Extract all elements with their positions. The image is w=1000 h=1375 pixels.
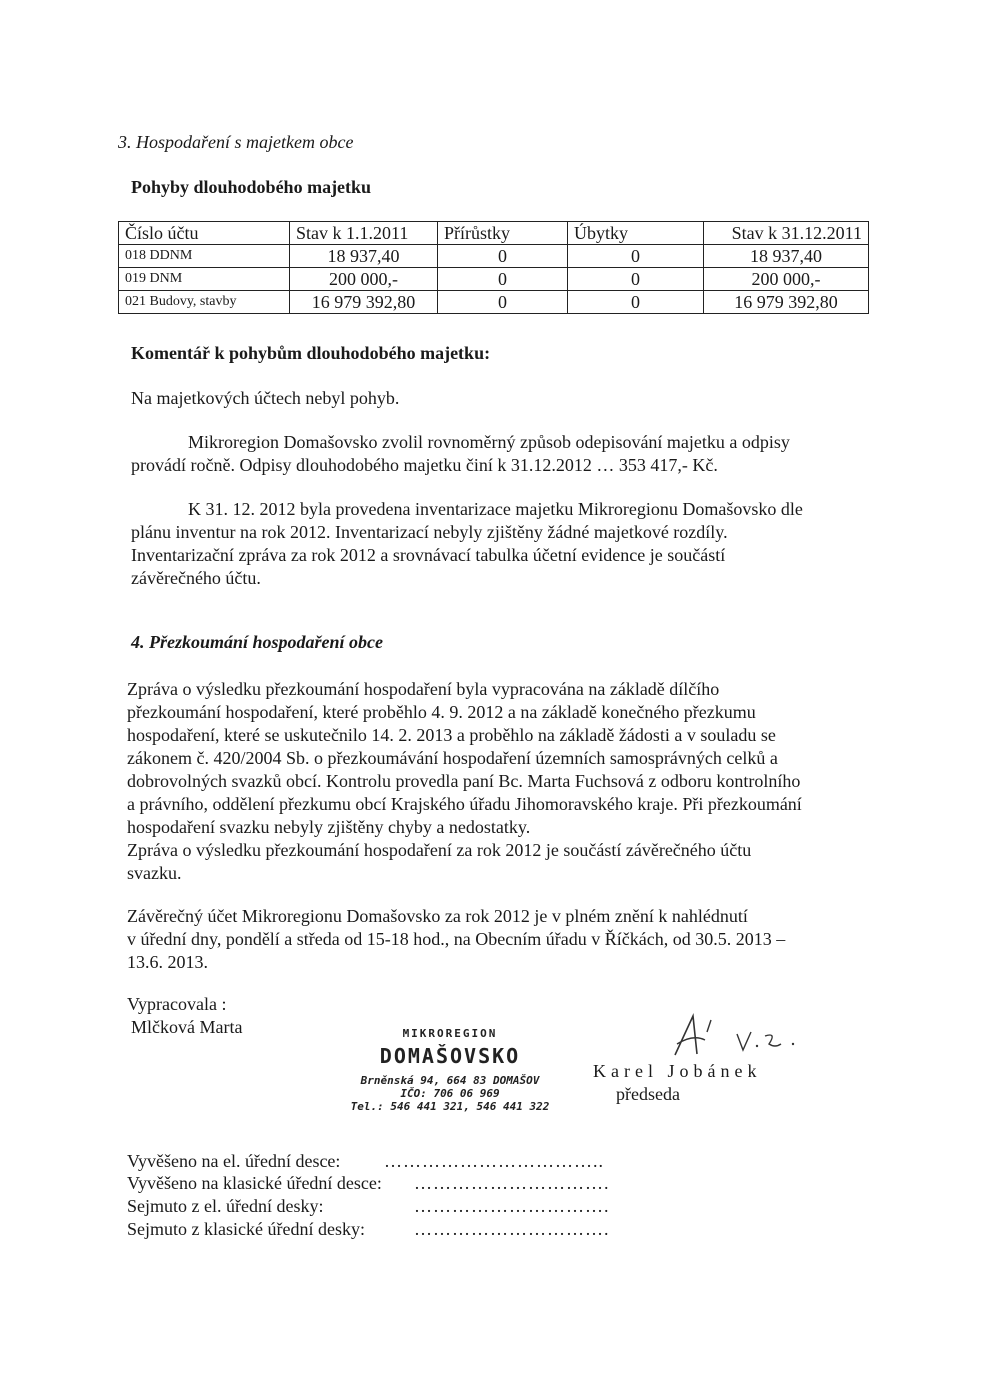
posting-dots: …………………………. [414,1219,610,1239]
table-header-cell: Úbytky [568,222,704,245]
table-cell: 0 [438,291,568,314]
table-header-cell: Číslo účtu [119,222,290,245]
posting-dots: …………………………. [414,1173,610,1193]
prepared-by-name: Mlčková Marta [131,1017,243,1037]
table-row [119,245,869,268]
availability-line: 13.6. 2013. [127,952,208,972]
posting-label: Vyvěšeno na klasické úřední desce: [127,1173,382,1193]
table-header-row [119,222,869,245]
stamp-line: IČO: 706 06 969 [400,1087,500,1100]
depreciation-line: Mikroregion Domašovsko zvolil rovnoměrný způsob odepisování majetku a odpisy [188,432,790,452]
review-line: a právního, oddělení přezkumu obcí Krajského úřadu Jihomoravského kraje. Při přezkoumání [127,794,802,814]
table-cell: 200 000,- [704,268,869,291]
table-cell: 18 937,40 [704,245,869,268]
table-row [119,291,869,314]
table-cell: 021 Budovy, stavby [119,291,290,314]
official-stamp [330,1027,570,1113]
table-cell: 018 DDNM [119,245,290,268]
review-line: Zpráva o výsledku přezkoumání hospodaření byla vypracována na základě dílčího [127,679,720,699]
inventory-line: plánu inventur na rok 2012. Inventarizací nebyly zjištěny žádné majetkové rozdíly. [131,522,728,542]
inventory-line: závěrečného účtu. [131,568,261,588]
review-line: zákonem č. 420/2004 Sb. o přezkoumávání hospodaření územních samosprávných celků a [127,748,778,768]
review-line: hospodaření, které se uskutečnilo 14. 2. 2013 a proběhlo na základě žádosti a v souladu se [127,725,776,745]
table-cell: 18 937,40 [290,245,438,268]
table-cell: 0 [568,268,704,291]
assets-table [118,221,869,314]
table-cell: 0 [438,268,568,291]
inventory-line: K 31. 12. 2012 byla provedena inventarizace majetku Mikroregionu Domašovsko dle [188,499,803,519]
availability-line: v úřední dny, pondělí a středa od 15-18 hod., na Obecním úřadu v Říčkách, od 30.5. 2013 – [127,929,786,949]
posting-label: Vyvěšeno na el. úřední desce: [127,1151,341,1171]
table-cell: 16 979 392,80 [290,291,438,314]
stamp-line: MIKROREGION [402,1027,498,1040]
table-cell: 0 [568,245,704,268]
stamp-line: Tel.: 546 441 321, 546 441 322 [350,1100,550,1113]
depreciation-line: provádí ročně. Odpisy dlouhodobého majetku činí k 31.12.2012 … 353 417,- Kč. [131,455,718,475]
posting-dots: …………………………. [414,1196,610,1216]
signer-role: předseda [616,1084,680,1104]
review-line: dobrovolných svazků obcí. Kontrolu provedla paní Bc. Marta Fuchsová z odboru kontrolního [127,771,801,791]
review-line: hospodaření svazku nebyly zjištěny chyby a nedostatky. [127,817,531,837]
table-cell: 0 [438,245,568,268]
posting-label: Sejmuto z el. úřední desky: [127,1196,324,1216]
posting-dots: …………………………….. [384,1151,604,1171]
signer-name: Karel Jobánek [593,1061,762,1081]
section-4-heading: 4. Přezkoumání hospodaření obce [131,632,384,652]
stamp-line: Brněnská 94, 664 83 DOMAŠOV [360,1074,540,1087]
review-line: svazku. [127,863,182,883]
review-line: přezkoumání hospodaření, které proběhlo 4. 9. 2012 a na základě konečného přezkumu [127,702,756,722]
stamp-line: DOMAŠOVSKO [379,1044,521,1068]
comment-paragraph: Na majetkových účtech nebyl pohyb. [131,388,400,408]
posting-label: Sejmuto z klasické úřední desky: [127,1219,365,1239]
section-3-heading: 3. Hospodaření s majetkem obce [118,132,354,152]
prepared-by-label: Vypracovala : [127,994,227,1014]
handwritten-signature [655,1010,835,1060]
table-header-cell: Stav k 31.12.2011 [704,222,869,245]
inventory-line: Inventarizační zpráva za rok 2012 a srovnávací tabulka účetní evidence je součástí [131,545,726,565]
table-cell: 16 979 392,80 [704,291,869,314]
table-cell: 200 000,- [290,268,438,291]
review-line: Zpráva o výsledku přezkoumání hospodaření za rok 2012 je součástí závěrečného účtu [127,840,752,860]
availability-line: Závěrečný účet Mikroregionu Domašovsko za rok 2012 je v plném znění k nahlédnutí [127,906,748,926]
table-cell: 0 [568,291,704,314]
table-header-cell: Stav k 1.1.2011 [290,222,438,245]
table-cell: 019 DNM [119,268,290,291]
table-header-cell: Přírůstky [438,222,568,245]
table-row [119,268,869,291]
section-3-subheading: Pohyby dlouhodobého majetku [131,177,372,197]
comment-heading: Komentář k pohybům dlouhodobého majetku: [131,343,491,363]
